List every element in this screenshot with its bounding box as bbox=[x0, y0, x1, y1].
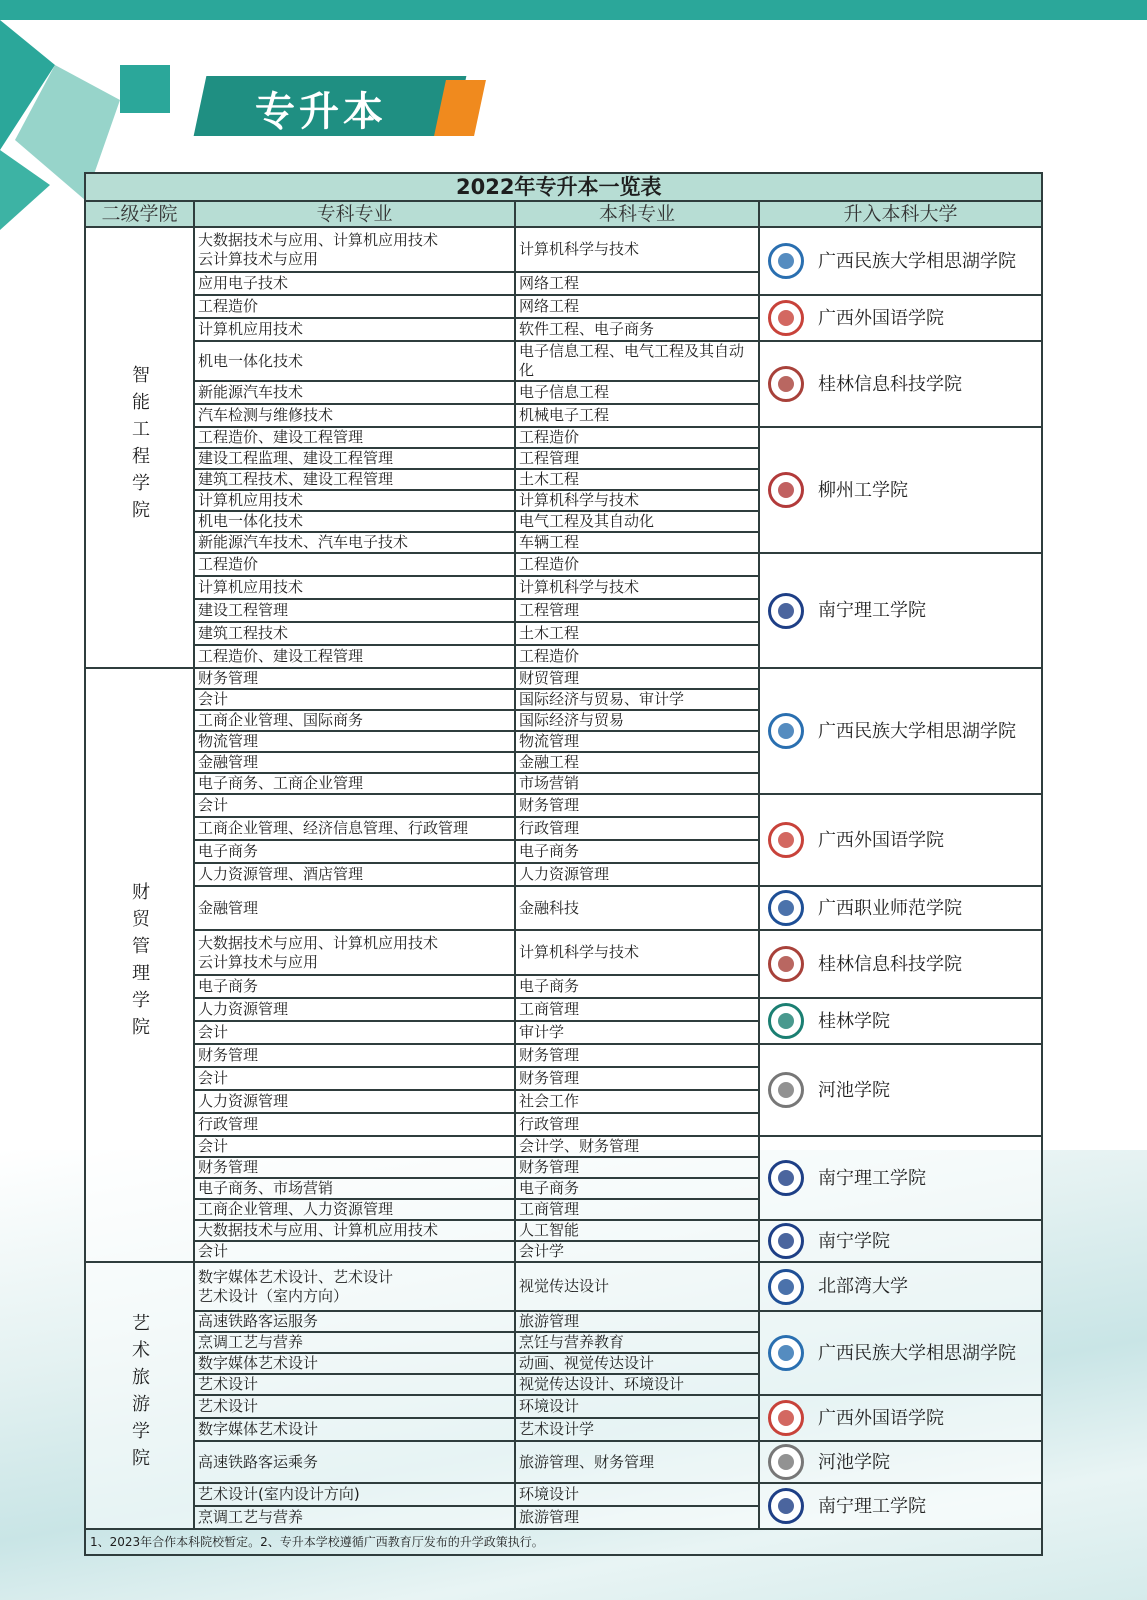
university-name: 广西外国语学院 bbox=[818, 307, 944, 329]
bachelor-major-cell: 计算机科学与技术 bbox=[515, 227, 759, 272]
university-entry bbox=[768, 593, 1038, 629]
bachelor-major-cell: 会计学 bbox=[515, 1241, 759, 1262]
university-cell bbox=[759, 1220, 1042, 1262]
junior-major-cell: 电子商务 bbox=[194, 975, 515, 998]
department-name: 艺术旅游学院 bbox=[129, 1312, 150, 1475]
bachelor-major-cell: 会计学、财务管理 bbox=[515, 1136, 759, 1157]
university-entry bbox=[768, 1400, 1038, 1436]
bachelor-major-cell: 财务管理 bbox=[515, 1067, 759, 1090]
university-name: 广西外国语学院 bbox=[818, 1407, 944, 1429]
university-name: 广西职业师范学院 bbox=[818, 897, 962, 919]
table-row bbox=[85, 1483, 1042, 1506]
junior-major-cell: 艺术设计 bbox=[194, 1395, 515, 1418]
bachelor-major-cell: 人力资源管理 bbox=[515, 863, 759, 886]
junior-major-cell: 会计 bbox=[194, 689, 515, 710]
bachelor-major-cell: 行政管理 bbox=[515, 1113, 759, 1136]
junior-major-cell: 人力资源管理、酒店管理 bbox=[194, 863, 515, 886]
university-logo-icon bbox=[768, 822, 804, 858]
bachelor-major-cell: 工程造价 bbox=[515, 645, 759, 668]
university-cell bbox=[759, 1483, 1042, 1529]
university-entry bbox=[768, 822, 1038, 858]
university-name: 桂林信息科技学院 bbox=[818, 953, 962, 975]
university-name: 南宁理工学院 bbox=[818, 600, 926, 621]
university-logo-icon bbox=[768, 1488, 804, 1524]
university-cell bbox=[759, 998, 1042, 1044]
bachelor-major-cell: 人工智能 bbox=[515, 1220, 759, 1241]
table-row bbox=[85, 1220, 1042, 1241]
bachelor-major-cell: 旅游管理 bbox=[515, 1506, 759, 1529]
junior-major-cell: 人力资源管理 bbox=[194, 998, 515, 1021]
bachelor-major-cell: 电子信息工程 bbox=[515, 381, 759, 404]
junior-major-cell: 大数据技术与应用、计算机应用技术 云计算技术与应用 bbox=[194, 930, 515, 975]
header-university: 升入本科大学 bbox=[759, 201, 1042, 227]
junior-major-cell: 工程造价、建设工程管理 bbox=[194, 645, 515, 668]
university-name: 广西民族大学相思湖学院 bbox=[818, 1342, 1016, 1364]
bachelor-major-cell: 环境设计 bbox=[515, 1483, 759, 1506]
bachelor-major-cell: 电子商务 bbox=[515, 840, 759, 863]
university-entry bbox=[768, 1444, 1038, 1480]
table-row bbox=[85, 930, 1042, 975]
university-cell bbox=[759, 1136, 1042, 1220]
junior-major-cell: 财务管理 bbox=[194, 1157, 515, 1178]
junior-major-cell: 计算机应用技术 bbox=[194, 490, 515, 511]
table-row bbox=[85, 794, 1042, 817]
university-cell bbox=[759, 553, 1042, 668]
university-cell bbox=[759, 427, 1042, 553]
university-name: 广西民族大学相思湖学院 bbox=[818, 720, 1016, 742]
table-row bbox=[85, 341, 1042, 381]
bachelor-major-cell: 行政管理 bbox=[515, 817, 759, 840]
junior-major-cell: 新能源汽车技术 bbox=[194, 381, 515, 404]
junior-major-cell: 财务管理 bbox=[194, 1044, 515, 1067]
university-entry bbox=[768, 300, 1038, 336]
bachelor-major-cell: 国际经济与贸易 bbox=[515, 710, 759, 731]
junior-major-cell: 人力资源管理 bbox=[194, 1090, 515, 1113]
department-cell bbox=[85, 668, 194, 1262]
bachelor-major-cell: 艺术设计学 bbox=[515, 1418, 759, 1441]
university-logo-icon bbox=[768, 1160, 804, 1196]
bachelor-major-cell: 网络工程 bbox=[515, 272, 759, 295]
top-bar bbox=[0, 0, 1147, 20]
header-junior-major: 专科专业 bbox=[194, 201, 515, 227]
bachelor-major-cell: 网络工程 bbox=[515, 295, 759, 318]
department-name: 财贸管理学院 bbox=[129, 882, 150, 1044]
footnote-row bbox=[85, 1529, 1042, 1555]
university-entry bbox=[768, 1223, 1038, 1259]
junior-major-cell: 工商企业管理、经济信息管理、行政管理 bbox=[194, 817, 515, 840]
junior-major-cell: 会计 bbox=[194, 1067, 515, 1090]
junior-major-cell: 烹调工艺与营养 bbox=[194, 1506, 515, 1529]
table-row bbox=[85, 1441, 1042, 1483]
junior-major-cell: 会计 bbox=[194, 1136, 515, 1157]
bachelor-major-cell: 国际经济与贸易、审计学 bbox=[515, 689, 759, 710]
junior-major-cell: 烹调工艺与营养 bbox=[194, 1332, 515, 1353]
header-bachelor-major: 本科专业 bbox=[515, 201, 759, 227]
junior-major-cell: 艺术设计 bbox=[194, 1374, 515, 1395]
university-name: 南宁理工学院 bbox=[818, 1167, 926, 1189]
junior-major-cell: 建筑工程技术、建设工程管理 bbox=[194, 469, 515, 490]
table-row bbox=[85, 1311, 1042, 1332]
university-logo-icon bbox=[768, 243, 804, 279]
university-cell bbox=[759, 794, 1042, 886]
junior-major-cell: 建设工程管理 bbox=[194, 599, 515, 622]
bachelor-major-cell: 财务管理 bbox=[515, 1157, 759, 1178]
bachelor-major-cell: 财务管理 bbox=[515, 794, 759, 817]
table-row bbox=[85, 427, 1042, 448]
university-cell bbox=[759, 1311, 1042, 1395]
bachelor-major-cell: 工商管理 bbox=[515, 1199, 759, 1220]
university-logo-icon bbox=[768, 366, 804, 402]
university-logo-icon bbox=[768, 1072, 804, 1108]
bachelor-major-cell: 软件工程、电子商务 bbox=[515, 318, 759, 341]
university-logo-icon bbox=[768, 890, 804, 926]
university-logo-icon bbox=[768, 593, 804, 629]
university-cell bbox=[759, 341, 1042, 427]
university-name: 南宁学院 bbox=[818, 1230, 890, 1252]
table-row bbox=[85, 1395, 1042, 1418]
bachelor-major-cell: 财务管理 bbox=[515, 1044, 759, 1067]
junior-major-cell: 数字媒体艺术设计 bbox=[194, 1353, 515, 1374]
junior-major-cell: 工商企业管理、国际商务 bbox=[194, 710, 515, 731]
university-cell bbox=[759, 668, 1042, 794]
junior-major-cell: 金融管理 bbox=[194, 886, 515, 930]
bachelor-major-cell: 机械电子工程 bbox=[515, 404, 759, 427]
bachelor-major-cell: 金融工程 bbox=[515, 752, 759, 773]
bachelor-major-cell: 烹饪与营养教育 bbox=[515, 1332, 759, 1353]
junior-major-cell: 大数据技术与应用、计算机应用技术 云计算技术与应用 bbox=[194, 227, 515, 272]
university-cell bbox=[759, 1395, 1042, 1441]
header-department: 二级学院 bbox=[85, 201, 194, 227]
junior-major-cell: 工商企业管理、人力资源管理 bbox=[194, 1199, 515, 1220]
junior-major-cell: 金融管理 bbox=[194, 752, 515, 773]
university-cell bbox=[759, 930, 1042, 998]
table-row bbox=[85, 998, 1042, 1021]
university-logo-icon bbox=[768, 1335, 804, 1371]
bachelor-major-cell: 旅游管理 bbox=[515, 1311, 759, 1332]
university-entry bbox=[768, 243, 1038, 279]
junior-major-cell: 电子商务 bbox=[194, 840, 515, 863]
bachelor-major-cell: 电子商务 bbox=[515, 975, 759, 998]
junior-major-cell: 计算机应用技术 bbox=[194, 576, 515, 599]
university-logo-icon bbox=[768, 946, 804, 982]
table-row bbox=[85, 668, 1042, 689]
table-row bbox=[85, 295, 1042, 318]
university-name: 南宁理工学院 bbox=[818, 1495, 926, 1517]
page-title: 专升本 bbox=[255, 89, 387, 135]
footnote: 1、2023年合作本科院校暂定。2、专升本学校遵循广西教育厅发布的升学政策执行。 bbox=[85, 1529, 1042, 1555]
university-name: 北部湾大学 bbox=[818, 1276, 908, 1297]
bachelor-major-cell: 物流管理 bbox=[515, 731, 759, 752]
bachelor-major-cell: 审计学 bbox=[515, 1021, 759, 1044]
bachelor-major-cell: 旅游管理、财务管理 bbox=[515, 1441, 759, 1483]
junior-major-cell: 机电一体化技术 bbox=[194, 341, 515, 381]
junior-major-cell: 高速铁路客运乘务 bbox=[194, 1441, 515, 1483]
university-name: 柳州工学院 bbox=[818, 479, 908, 501]
university-name: 河池学院 bbox=[818, 1079, 890, 1101]
junior-major-cell: 会计 bbox=[194, 794, 515, 817]
bachelor-major-cell: 工商管理 bbox=[515, 998, 759, 1021]
bachelor-major-cell: 计算机科学与技术 bbox=[515, 576, 759, 599]
bachelor-major-cell: 计算机科学与技术 bbox=[515, 930, 759, 975]
university-cell bbox=[759, 227, 1042, 295]
university-logo-icon bbox=[768, 1269, 804, 1305]
junior-major-cell: 建筑工程技术 bbox=[194, 622, 515, 645]
university-entry bbox=[768, 1335, 1038, 1371]
junior-major-cell: 高速铁路客运服务 bbox=[194, 1311, 515, 1332]
university-name: 河池学院 bbox=[818, 1451, 890, 1473]
table-row bbox=[85, 1136, 1042, 1157]
upgrade-table bbox=[84, 172, 1043, 1556]
university-logo-icon bbox=[768, 1400, 804, 1436]
university-name: 广西民族大学相思湖学院 bbox=[818, 250, 1016, 272]
bachelor-major-cell: 工程管理 bbox=[515, 599, 759, 622]
table-row bbox=[85, 1044, 1042, 1067]
university-entry bbox=[768, 890, 1038, 926]
bachelor-major-cell: 车辆工程 bbox=[515, 532, 759, 553]
junior-major-cell: 会计 bbox=[194, 1241, 515, 1262]
bachelor-major-cell: 电气工程及其自动化 bbox=[515, 511, 759, 532]
bachelor-major-cell: 环境设计 bbox=[515, 1395, 759, 1418]
university-cell bbox=[759, 1262, 1042, 1311]
junior-major-cell: 财务管理 bbox=[194, 668, 515, 689]
university-entry bbox=[768, 1003, 1038, 1039]
table-title: 2022年专升本一览表 bbox=[85, 173, 1042, 201]
university-cell bbox=[759, 1044, 1042, 1136]
university-name: 广西外国语学院 bbox=[818, 829, 944, 851]
bachelor-major-cell: 社会工作 bbox=[515, 1090, 759, 1113]
junior-major-cell: 应用电子技术 bbox=[194, 272, 515, 295]
university-name: 桂林学院 bbox=[818, 1010, 890, 1032]
table-row bbox=[85, 1262, 1042, 1311]
university-entry bbox=[768, 713, 1038, 749]
bachelor-major-cell: 工程管理 bbox=[515, 448, 759, 469]
university-entry bbox=[768, 946, 1038, 982]
university-logo-icon bbox=[768, 1223, 804, 1259]
bachelor-major-cell: 工程造价 bbox=[515, 553, 759, 576]
university-cell bbox=[759, 1441, 1042, 1483]
department-cell bbox=[85, 1262, 194, 1529]
junior-major-cell: 会计 bbox=[194, 1021, 515, 1044]
junior-major-cell: 工程造价 bbox=[194, 295, 515, 318]
department-name: 智能工程学院 bbox=[129, 364, 150, 527]
bachelor-major-cell: 土木工程 bbox=[515, 469, 759, 490]
university-entry bbox=[768, 1160, 1038, 1196]
bachelor-major-cell: 电子商务 bbox=[515, 1178, 759, 1199]
bachelor-major-cell: 视觉传达设计 bbox=[515, 1262, 759, 1311]
junior-major-cell: 汽车检测与维修技术 bbox=[194, 404, 515, 427]
university-cell bbox=[759, 295, 1042, 341]
university-logo-icon bbox=[768, 300, 804, 336]
bachelor-major-cell: 财贸管理 bbox=[515, 668, 759, 689]
junior-major-cell: 数字媒体艺术设计 bbox=[194, 1418, 515, 1441]
junior-major-cell: 机电一体化技术 bbox=[194, 511, 515, 532]
junior-major-cell: 工程造价 bbox=[194, 553, 515, 576]
table-row bbox=[85, 553, 1042, 576]
junior-major-cell: 计算机应用技术 bbox=[194, 318, 515, 341]
table-row bbox=[85, 227, 1042, 272]
junior-major-cell: 电子商务、市场营销 bbox=[194, 1178, 515, 1199]
university-entry bbox=[768, 472, 1038, 508]
university-entry bbox=[768, 1488, 1038, 1524]
junior-major-cell: 大数据技术与应用、计算机应用技术 bbox=[194, 1220, 515, 1241]
bachelor-major-cell: 计算机科学与技术 bbox=[515, 490, 759, 511]
junior-major-cell: 艺术设计(室内设计方向) bbox=[194, 1483, 515, 1506]
bachelor-major-cell: 工程造价 bbox=[515, 427, 759, 448]
university-entry bbox=[768, 1072, 1038, 1108]
university-logo-icon bbox=[768, 472, 804, 508]
bachelor-major-cell: 动画、视觉传达设计 bbox=[515, 1353, 759, 1374]
table-row bbox=[85, 886, 1042, 930]
junior-major-cell: 电子商务、工商企业管理 bbox=[194, 773, 515, 794]
junior-major-cell: 行政管理 bbox=[194, 1113, 515, 1136]
junior-major-cell: 建设工程监理、建设工程管理 bbox=[194, 448, 515, 469]
bachelor-major-cell: 市场营销 bbox=[515, 773, 759, 794]
bachelor-major-cell: 土木工程 bbox=[515, 622, 759, 645]
junior-major-cell: 新能源汽车技术、汽车电子技术 bbox=[194, 532, 515, 553]
university-entry bbox=[768, 1269, 1038, 1305]
bachelor-major-cell: 金融科技 bbox=[515, 886, 759, 930]
university-entry bbox=[768, 366, 1038, 402]
university-logo-icon bbox=[768, 713, 804, 749]
junior-major-cell: 数字媒体艺术设计、艺术设计 艺术设计（室内方向） bbox=[194, 1262, 515, 1311]
university-cell bbox=[759, 886, 1042, 930]
university-logo-icon bbox=[768, 1003, 804, 1039]
university-name: 桂林信息科技学院 bbox=[818, 373, 962, 395]
bachelor-major-cell: 视觉传达设计、环境设计 bbox=[515, 1374, 759, 1395]
junior-major-cell: 物流管理 bbox=[194, 731, 515, 752]
department-cell bbox=[85, 227, 194, 668]
bachelor-major-cell: 电子信息工程、电气工程及其自动化 bbox=[515, 341, 759, 381]
university-logo-icon bbox=[768, 1444, 804, 1480]
junior-major-cell: 工程造价、建设工程管理 bbox=[194, 427, 515, 448]
